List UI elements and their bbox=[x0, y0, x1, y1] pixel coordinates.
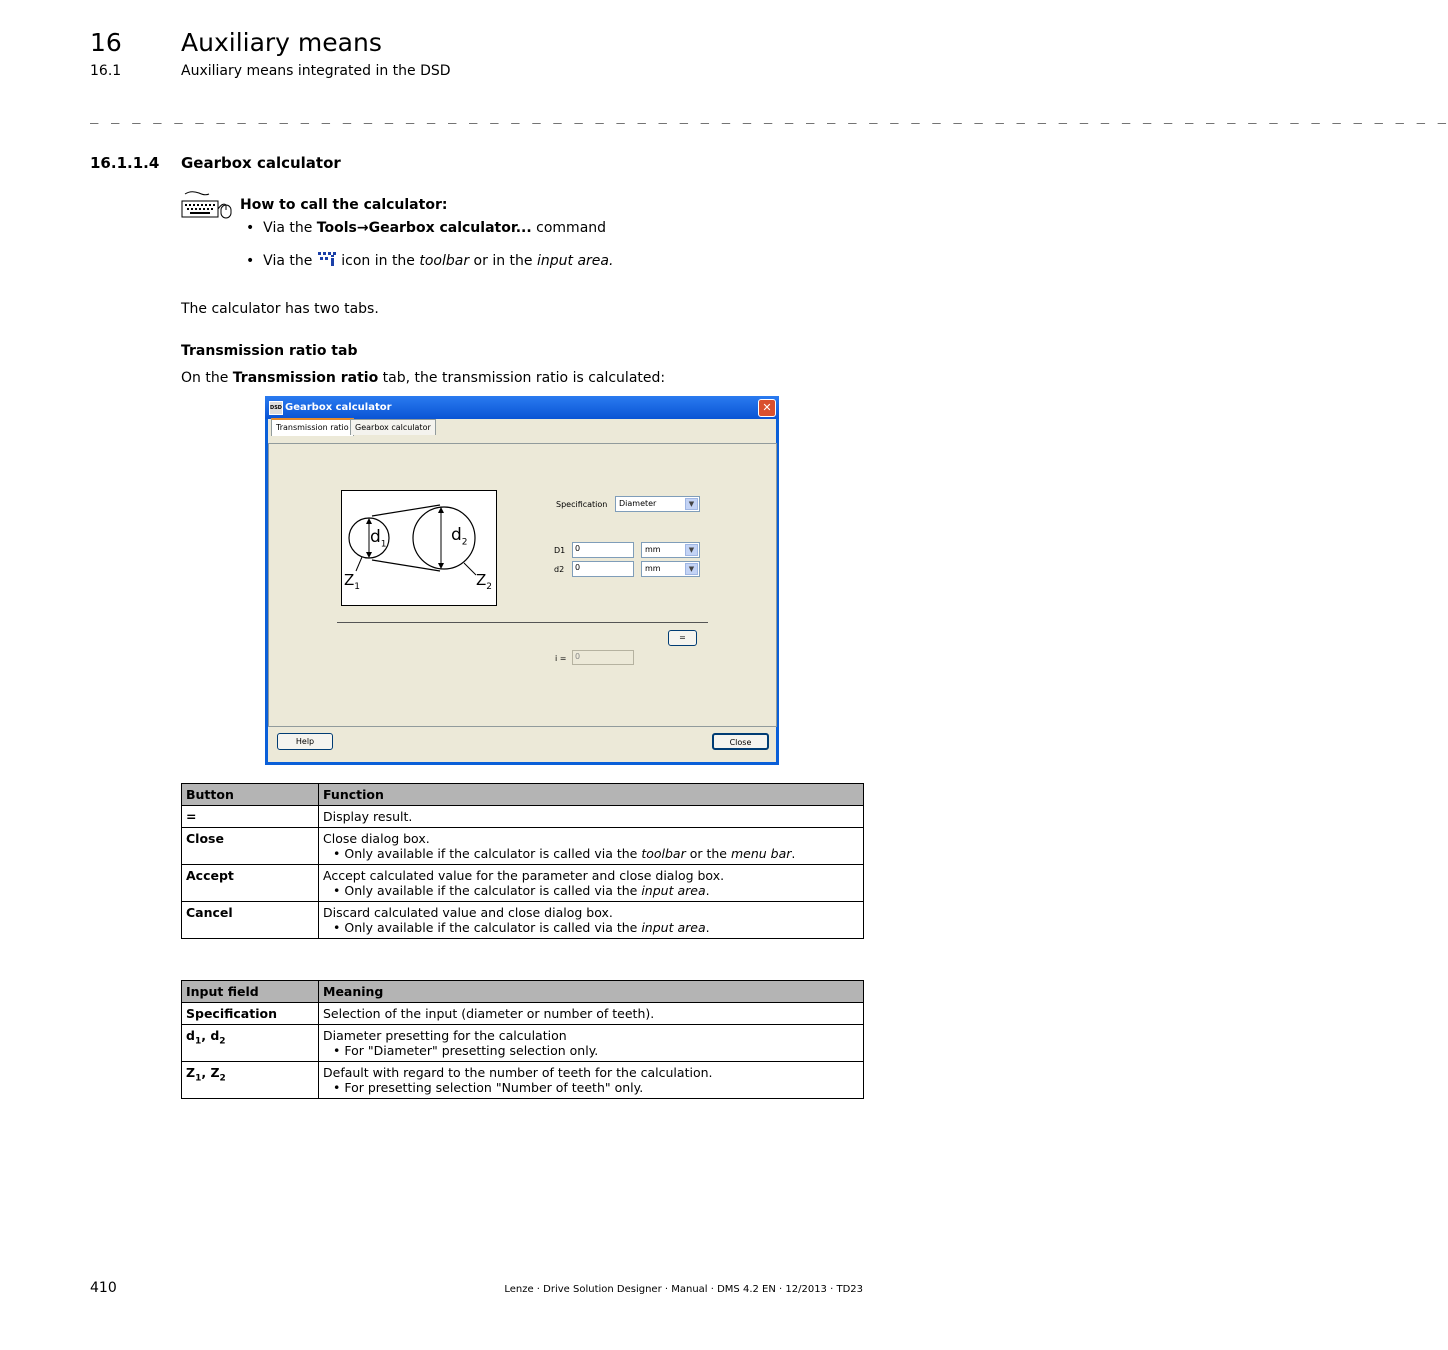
table-cell-text: Selection of the input (diameter or number of teeth). bbox=[319, 1003, 864, 1025]
specification-select[interactable]: Diameter ▼ bbox=[615, 496, 700, 512]
dialog-title: Gearbox calculator bbox=[285, 402, 392, 413]
dialog-body bbox=[268, 419, 776, 762]
keyboard-mouse-icon bbox=[181, 190, 233, 220]
menu-command: Tools→Gearbox calculator... bbox=[316, 220, 532, 236]
chevron-down-icon[interactable]: ▼ bbox=[685, 498, 698, 510]
table-cell-key: Close bbox=[182, 828, 319, 865]
table-row bbox=[182, 1025, 864, 1062]
table-header-row bbox=[182, 981, 864, 1003]
howto-title: How to call the calculator: bbox=[240, 197, 448, 213]
help-button[interactable]: Help bbox=[277, 733, 333, 750]
tab-transmission-ratio[interactable]: Transmission ratio bbox=[271, 418, 354, 436]
footer-info: Lenze · Drive Solution Designer · Manual · DMS 4.2 EN · 12/2013 · TD23 bbox=[504, 1284, 863, 1295]
diagram-label-z2: $Z_2$ bbox=[476, 571, 493, 592]
table-header: Meaning bbox=[319, 981, 864, 1003]
close-icon[interactable]: ✕ bbox=[758, 399, 776, 417]
specification-label: Specification bbox=[556, 500, 608, 509]
table-cell-text: Default with regard to the number of teeth for the calculation. • For presetting selection "Number of teeth" only. bbox=[319, 1062, 864, 1099]
buttons-table bbox=[181, 783, 864, 939]
table-row bbox=[182, 865, 864, 902]
table-header-row bbox=[182, 784, 864, 806]
table-cell-note: • Only available if the calculator is called via the toolbar or the menu bar. bbox=[333, 846, 796, 861]
equals-button[interactable]: = bbox=[668, 630, 697, 646]
result-label: i = bbox=[555, 654, 567, 663]
table-cell-note: • For presetting selection "Number of teeth" only. bbox=[333, 1080, 644, 1095]
tab-sentence: On the Transmission ratio tab, the transmission ratio is calculated: bbox=[181, 370, 666, 386]
section-number: 16.1 bbox=[90, 63, 122, 79]
table-cell-key: Accept bbox=[182, 865, 319, 902]
chapter-title: Auxiliary means bbox=[181, 28, 382, 57]
transmission-ratio-panel bbox=[268, 443, 777, 727]
table-row bbox=[182, 828, 864, 865]
belt-drive-diagram bbox=[341, 490, 497, 606]
intro-text: The calculator has two tabs. bbox=[181, 301, 379, 317]
d2-label: d2 bbox=[554, 565, 565, 574]
table-header: Button bbox=[182, 784, 319, 806]
chevron-down-icon[interactable]: ▼ bbox=[685, 563, 698, 575]
table-cell-key: = bbox=[182, 806, 319, 828]
table-row bbox=[182, 1062, 864, 1099]
app-icon: DSD bbox=[269, 401, 283, 415]
d1-input[interactable]: 0 bbox=[572, 542, 634, 558]
diagram-label-z1: $Z_1$ bbox=[344, 571, 361, 592]
table-cell-text: Discard calculated value and close dialog box. • Only available if the calculator is called via the input area. bbox=[319, 902, 864, 939]
subsection-title: Gearbox calculator bbox=[181, 154, 341, 172]
table-cell-text: Diameter presetting for the calculation • For "Diameter" presetting selection only. bbox=[319, 1025, 864, 1062]
table-cell-text: Close dialog box. • Only available if the calculator is called via the toolbar or the menu bar. bbox=[319, 828, 864, 865]
d1-unit-select[interactable]: mm ▼ bbox=[641, 542, 700, 558]
close-button[interactable]: Close bbox=[712, 733, 769, 750]
tab-gearbox-calculator[interactable]: Gearbox calculator bbox=[350, 419, 436, 435]
table-header: Input field bbox=[182, 981, 319, 1003]
chevron-down-icon[interactable]: ▼ bbox=[685, 544, 698, 556]
dialog-title-bar[interactable] bbox=[265, 396, 779, 419]
table-row bbox=[182, 806, 864, 828]
diagram-label-d1: $d_1$ bbox=[370, 527, 387, 550]
header-separator: _ _ _ _ _ _ _ _ _ _ _ _ _ _ _ _ _ _ _ _ _ _ _ _ _ _ _ _ _ _ _ _ _ _ _ _ _ _ _ _ _ _ _ _ _ _ _ _ _ _ _ _ _ _ _ _ _ _ _ _ _ _ _ _ _ bbox=[90, 108, 1448, 124]
d2-unit-select[interactable]: mm ▼ bbox=[641, 561, 700, 577]
table-cell-key: Specification bbox=[182, 1003, 319, 1025]
gearbox-calculator-icon bbox=[317, 251, 337, 267]
tab-heading: Transmission ratio tab bbox=[181, 343, 358, 359]
d2-input[interactable]: 0 bbox=[572, 561, 634, 577]
page-number: 410 bbox=[90, 1280, 117, 1296]
table-header: Function bbox=[319, 784, 864, 806]
table-cell-key: $d_1$, $d_2$ bbox=[182, 1025, 319, 1062]
chapter-number: 16 bbox=[90, 28, 122, 57]
table-cell-note: • Only available if the calculator is called via the input area. bbox=[333, 920, 710, 935]
diagram-label-d2: $d_2$ bbox=[451, 525, 468, 548]
table-row bbox=[182, 902, 864, 939]
table-cell-key: Cancel bbox=[182, 902, 319, 939]
section-title: Auxiliary means integrated in the DSD bbox=[181, 63, 451, 79]
table-row bbox=[182, 1003, 864, 1025]
result-field: 0 bbox=[572, 650, 634, 665]
subsection-number: 16.1.1.4 bbox=[90, 154, 160, 172]
fields-table bbox=[181, 980, 864, 1099]
howto-bullet-icon: • Via the icon in the toolbar or in the input area. bbox=[246, 253, 614, 269]
howto-bullet-menu: • Via the Tools→Gearbox calculator... command bbox=[246, 220, 607, 236]
d1-label: D1 bbox=[554, 546, 566, 555]
table-cell-text: Display result. bbox=[319, 806, 864, 828]
table-cell-text: Accept calculated value for the parameter and close dialog box. • Only available if the calculator is called via the input area. bbox=[319, 865, 864, 902]
separator-line bbox=[337, 622, 708, 623]
table-cell-key: $Z_1$, $Z_2$ bbox=[182, 1062, 319, 1099]
table-cell-note: • Only available if the calculator is called via the input area. bbox=[333, 883, 710, 898]
belt-drive-drawing bbox=[342, 491, 496, 605]
gearbox-calculator-dialog bbox=[265, 396, 779, 765]
table-cell-note: • For "Diameter" presetting selection only. bbox=[333, 1043, 599, 1058]
